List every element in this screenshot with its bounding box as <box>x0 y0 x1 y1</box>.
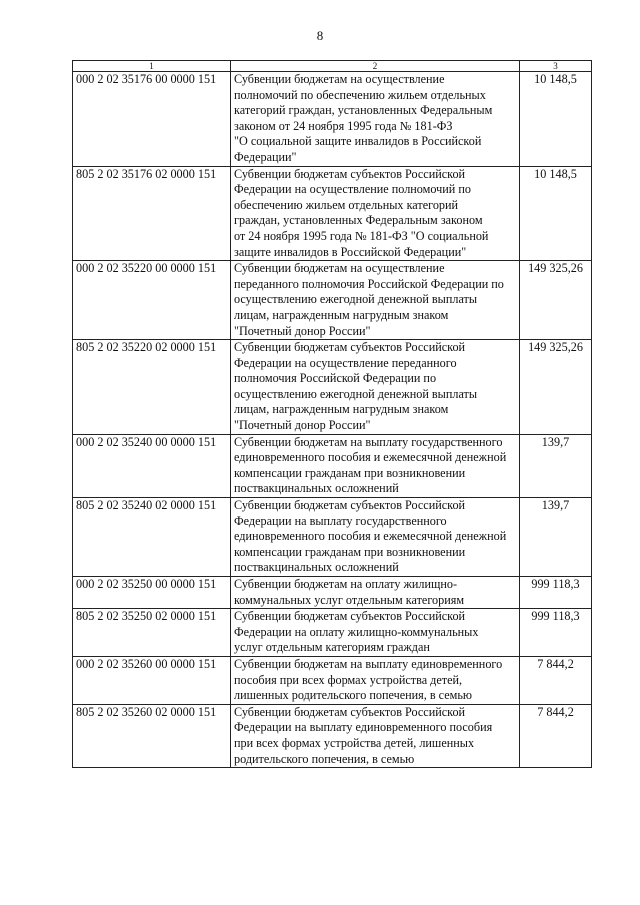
classification-code: 000 2 02 35176 00 0000 151 <box>73 72 231 167</box>
revenue-description <box>231 498 520 577</box>
description-line: от 24 ноября 1995 года № 181-ФЗ "О социальной <box>234 228 489 243</box>
description-line: Федерации на осуществление переданного <box>234 355 457 370</box>
amount-value: 139,7 <box>520 434 592 497</box>
description-line: осуществлению ежегодной денежной выплаты <box>234 292 478 307</box>
description-line: компенсации гражданам при возникновении <box>234 465 466 480</box>
amount-value: 10 148,5 <box>520 166 592 261</box>
description-line: единовременного пособия и ежемесячной денежной <box>234 529 507 544</box>
description-line: граждан, установленных Федеральным законом <box>234 213 483 228</box>
classification-code: 000 2 02 35240 00 0000 151 <box>73 434 231 497</box>
description-line: Субвенции бюджетам субъектов Российской <box>234 498 466 513</box>
budget-table <box>72 60 592 768</box>
table-row <box>73 609 592 657</box>
revenue-description <box>231 72 520 167</box>
description-line: Субвенции бюджетам на выплату государственного <box>234 434 503 449</box>
amount-value: 10 148,5 <box>520 72 592 167</box>
description-line: Федерации на осуществление полномочий по <box>234 182 471 197</box>
revenue-description <box>231 704 520 767</box>
classification-code: 805 2 02 35176 02 0000 151 <box>73 166 231 261</box>
description-line: Субвенции бюджетам на осуществление <box>234 72 445 86</box>
description-line: Федерации на выплату государственного <box>234 513 447 528</box>
column-header-amount: 3 <box>520 61 592 72</box>
description-line: полномочия Российской Федерации по <box>234 371 437 386</box>
amount-value: 7 844,2 <box>520 656 592 704</box>
description-line: "О социальной защите инвалидов в Российской <box>234 134 482 149</box>
revenue-description <box>231 340 520 435</box>
description-line: Субвенции бюджетам на оплату жилищно- <box>234 577 458 591</box>
description-line: лишенных родительского попечения, в семью <box>234 688 473 703</box>
description-line: "Почетный донор России" <box>234 323 371 338</box>
column-header-description: 2 <box>231 61 520 72</box>
table-row <box>73 656 592 704</box>
revenue-description <box>231 166 520 261</box>
description-line: поствакцинальных осложнений <box>234 481 399 496</box>
description-line: услуг отдельным категориям граждан <box>234 640 430 655</box>
description-line: категорий граждан, установленных Федеральным <box>234 103 493 118</box>
column-header-code: 1 <box>73 61 231 72</box>
table-row <box>73 704 592 767</box>
description-line: Субвенции бюджетам на выплату единовременного <box>234 656 503 671</box>
classification-code: 000 2 02 35220 00 0000 151 <box>73 261 231 340</box>
classification-code: 000 2 02 35260 00 0000 151 <box>73 656 231 704</box>
description-line: полномочий по обеспечению жильем отдельных <box>234 87 486 102</box>
description-line: при всех формах устройства детей, лишенных <box>234 735 475 750</box>
description-line: Субвенции бюджетам субъектов Российской <box>234 340 466 355</box>
table-row <box>73 498 592 577</box>
description-line: единовременного пособия и ежемесячной денежной <box>234 450 507 465</box>
classification-code: 805 2 02 35220 02 0000 151 <box>73 340 231 435</box>
description-line: пособия при всех формах устройства детей, <box>234 672 463 687</box>
description-line: коммунальных услуг отдельным категориям <box>234 592 465 607</box>
table-row <box>73 434 592 497</box>
table-row <box>73 261 592 340</box>
description-line: компенсации гражданам при возникновении <box>234 544 466 559</box>
description-line: Федерации на оплату жилищно-коммунальных <box>234 624 479 639</box>
description-line: Федерации" <box>234 149 297 164</box>
description-line: Субвенции бюджетам на осуществление <box>234 261 445 276</box>
classification-code: 805 2 02 35250 02 0000 151 <box>73 609 231 657</box>
table-body <box>73 72 592 768</box>
table-row <box>73 166 592 261</box>
amount-value: 149 325,26 <box>520 340 592 435</box>
revenue-description <box>231 261 520 340</box>
amount-value: 999 118,3 <box>520 609 592 657</box>
description-line: обеспечению жильем отдельных категорий <box>234 197 459 212</box>
description-line: лицам, награжденным нагрудным знаком <box>234 402 449 417</box>
amount-value: 139,7 <box>520 498 592 577</box>
page-number: 8 <box>316 28 324 43</box>
classification-code: 000 2 02 35250 00 0000 151 <box>73 577 231 609</box>
classification-code: 805 2 02 35260 02 0000 151 <box>73 704 231 767</box>
description-line: осуществлению ежегодной денежной выплаты <box>234 386 478 401</box>
description-line: поствакцинальных осложнений <box>234 560 399 575</box>
description-line: лицам, награжденным нагрудным знаком <box>234 307 449 322</box>
table-row <box>73 577 592 609</box>
description-line: Федерации на выплату единовременного пособия <box>234 720 493 735</box>
description-line: Субвенции бюджетам субъектов Российской <box>234 704 466 719</box>
description-line: "Почетный донор России" <box>234 418 371 433</box>
description-line: защите инвалидов в Российской Федерации" <box>234 244 467 259</box>
description-line: переданного полномочия Российской Федерации по <box>234 276 504 291</box>
table-row <box>73 72 592 167</box>
amount-value: 7 844,2 <box>520 704 592 767</box>
revenue-description <box>231 577 520 609</box>
classification-code: 805 2 02 35240 02 0000 151 <box>73 498 231 577</box>
description-line: родительского попечения, в семью <box>234 751 415 766</box>
amount-value: 999 118,3 <box>520 577 592 609</box>
amount-value: 149 325,26 <box>520 261 592 340</box>
revenue-description <box>231 656 520 704</box>
description-line: Субвенции бюджетам субъектов Российской <box>234 609 466 624</box>
revenue-description <box>231 609 520 657</box>
table-row <box>73 340 592 435</box>
description-line: Субвенции бюджетам субъектов Российской <box>234 166 466 181</box>
description-line: законом от 24 ноября 1995 года № 181-ФЗ <box>234 118 453 133</box>
table-header-row <box>73 61 592 72</box>
revenue-description <box>231 434 520 497</box>
